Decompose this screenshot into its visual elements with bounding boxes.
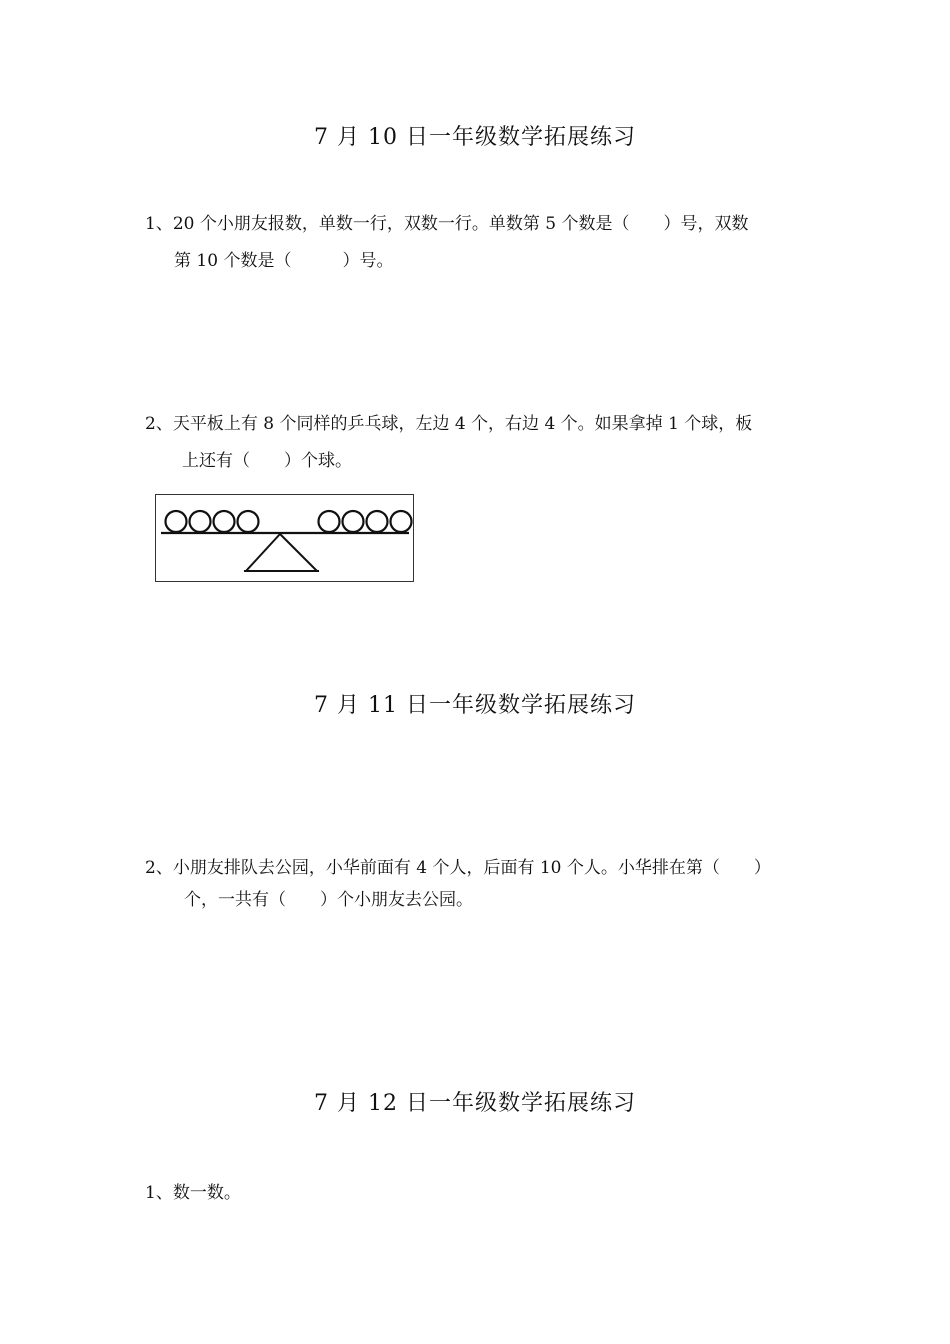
ping-pong-ball-left (166, 511, 187, 532)
ping-pong-ball-right (391, 511, 412, 532)
question-2-line-1: 2、天平板上有 8 个同样的乒乓球，左边 4 个，右边 4 个。如果拿掉 1 个球，板 (145, 414, 753, 434)
question-2-line-2: 上还有（ ）个球。 (182, 451, 352, 471)
ping-pong-ball-right (367, 511, 388, 532)
balance-figure (155, 494, 414, 582)
ping-pong-ball-right (319, 511, 340, 532)
ping-pong-ball-right (343, 511, 364, 532)
balance-fulcrum (246, 534, 317, 571)
section-title-jul-11: 7 月 11 日一年级数学拓展练习 (314, 693, 636, 718)
question-3-line-2: 个，一共有（ ）个小朋友去公园。 (184, 890, 473, 910)
section-title-jul-12: 7 月 12 日一年级数学拓展练习 (314, 1091, 636, 1116)
question-3-line-1: 2、小朋友排队去公园，小华前面有 4 个人，后面有 10 个人。小华排在第（ ） (145, 858, 771, 878)
ping-pong-ball-left (214, 511, 235, 532)
question-1-line-1: 1、20 个小朋友报数，单数一行，双数一行。单数第 5 个数是（ ）号，双数 (145, 214, 749, 234)
question-4-line-1: 1、数一数。 (145, 1183, 241, 1203)
balance-drawing (156, 495, 413, 581)
question-1-line-2: 第 10 个数是（ ）号。 (174, 251, 394, 271)
ping-pong-ball-left (238, 511, 259, 532)
section-title-jul-10: 7 月 10 日一年级数学拓展练习 (314, 125, 636, 150)
ping-pong-ball-left (190, 511, 211, 532)
